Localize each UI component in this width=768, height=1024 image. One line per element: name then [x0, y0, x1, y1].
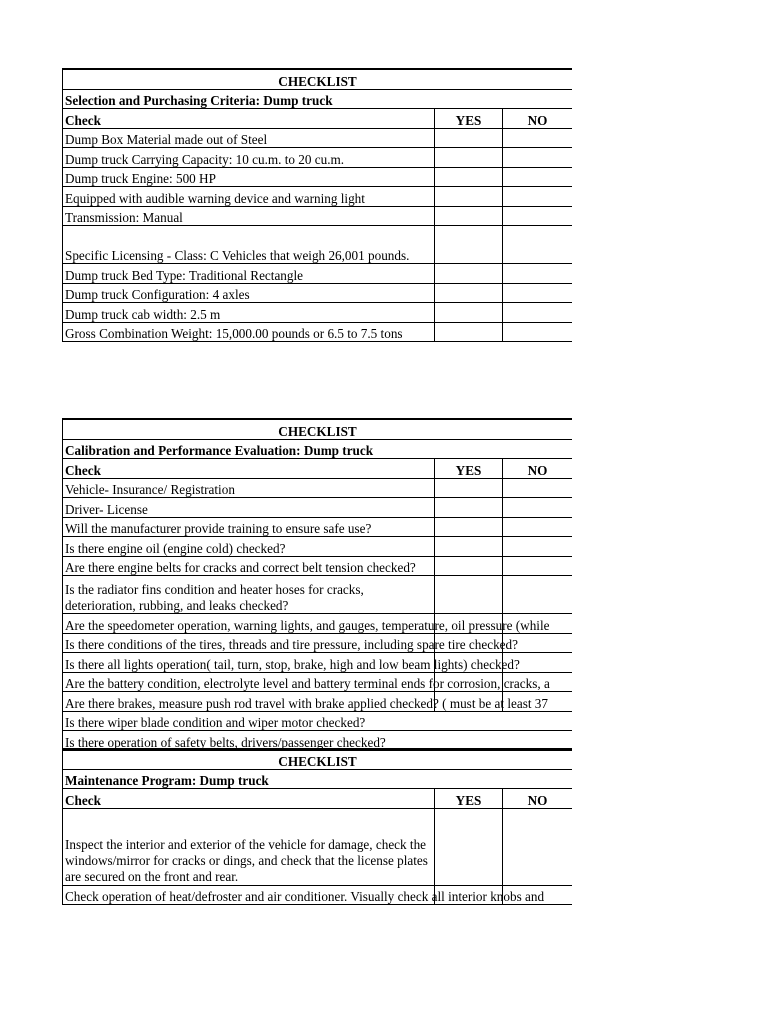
- yes-cell[interactable]: [435, 322, 503, 342]
- table-subheading: Maintenance Program: Dump truck: [63, 769, 573, 789]
- table-heading: CHECKLIST: [63, 749, 573, 769]
- check-item: Is the radiator fins condition and heater hoses for cracks, deterioration, rubbing, and leaks checked?: [63, 576, 435, 614]
- yes-cell[interactable]: [435, 226, 503, 264]
- no-cell[interactable]: [503, 128, 573, 148]
- check-item: [63, 885, 545, 905]
- check-item-text: Is there all lights operation( tail, turn, stop, brake, high and low beam lights) checked?: [65, 656, 520, 672]
- no-cell[interactable]: [503, 808, 573, 885]
- yes-cell[interactable]: [435, 187, 503, 207]
- check-item: Transmission: Manual: [63, 206, 435, 226]
- column-header-yes: YES: [435, 459, 503, 479]
- yes-cell[interactable]: [435, 478, 503, 498]
- check-item: [63, 614, 550, 634]
- check-item: Dump truck Carrying Capacity: 10 cu.m. to 20 cu.m.: [63, 148, 435, 168]
- table-subheading: Selection and Purchasing Criteria: Dump truck: [63, 89, 573, 109]
- check-item-text: Are the speedometer operation, warning lights, and gauges, temperature, oil pressure (while: [65, 617, 550, 633]
- column-header-check: Check: [63, 109, 435, 129]
- no-cell[interactable]: [503, 167, 573, 187]
- check-item: Equipped with audible warning device and warning light: [63, 187, 435, 207]
- check-item: Specific Licensing - Class: C Vehicles that weigh 26,001 pounds.: [63, 226, 435, 264]
- check-item: Dump truck Configuration: 4 axles: [63, 283, 435, 303]
- check-item: Dump Box Material made out of Steel: [63, 128, 435, 148]
- no-cell[interactable]: [503, 187, 573, 207]
- table-heading: CHECKLIST: [63, 69, 573, 89]
- table-heading: CHECKLIST: [63, 419, 573, 439]
- check-item: Are there engine belts for cracks and correct belt tension checked?: [63, 556, 435, 576]
- no-cell[interactable]: [503, 226, 573, 264]
- no-cell[interactable]: [503, 206, 573, 226]
- check-item: Dump truck cab width: 2.5 m: [63, 303, 435, 323]
- no-cell[interactable]: [503, 322, 573, 342]
- check-item-text: Are there brakes, measure push rod travel with brake applied checked? ( must be at least 37: [65, 695, 548, 711]
- yes-cell[interactable]: [435, 576, 503, 614]
- yes-cell[interactable]: [435, 537, 503, 557]
- check-item: [63, 633, 518, 653]
- check-item: Is there engine oil (engine cold) checked?: [63, 537, 435, 557]
- no-cell[interactable]: [503, 556, 573, 576]
- column-header-check: Check: [63, 459, 435, 479]
- yes-cell[interactable]: [435, 808, 503, 885]
- yes-cell[interactable]: [435, 148, 503, 168]
- check-item: [63, 653, 520, 673]
- yes-cell[interactable]: [435, 167, 503, 187]
- check-item: Will the manufacturer provide training to ensure safe use?: [63, 517, 435, 537]
- check-item-text: Are the battery condition, electrolyte level and battery terminal ends for corrosion, cracks, a: [65, 676, 550, 691]
- no-cell[interactable]: [503, 537, 573, 557]
- no-cell[interactable]: [503, 498, 573, 518]
- yes-cell[interactable]: [435, 283, 503, 303]
- check-item-text: Check operation of heat/defroster and air conditioner. Visually check all interior knobs and: [65, 889, 545, 904]
- no-cell[interactable]: [503, 517, 573, 537]
- yes-cell[interactable]: [435, 303, 503, 323]
- column-header-check: Check: [63, 789, 435, 809]
- column-header-no: NO: [503, 789, 573, 809]
- check-item: Is there operation of safety belts, drivers/passenger checked?: [63, 731, 573, 751]
- check-item: Vehicle- Insurance/ Registration: [63, 478, 435, 498]
- no-cell[interactable]: [503, 264, 573, 284]
- no-cell[interactable]: [503, 283, 573, 303]
- no-cell[interactable]: [503, 303, 573, 323]
- check-item: Dump truck Engine: 500 HP: [63, 167, 435, 187]
- check-item: Dump truck Bed Type: Traditional Rectangle: [63, 264, 435, 284]
- no-cell[interactable]: [503, 148, 573, 168]
- check-item: Inspect the interior and exterior of the vehicle for damage, check the windows/mirror for cracks or dings, and check that the license plates are secured on the front and rear.: [63, 808, 435, 885]
- check-item-text: Is there conditions of the tires, threads and tire pressure, including spare tire checked?: [65, 637, 518, 652]
- column-header-yes: YES: [435, 109, 503, 129]
- yes-cell[interactable]: [435, 264, 503, 284]
- table-subheading: Calibration and Performance Evaluation: Dump truck: [63, 439, 573, 459]
- column-header-no: NO: [503, 109, 573, 129]
- yes-cell[interactable]: [435, 498, 503, 518]
- check-item: [63, 692, 548, 712]
- yes-cell[interactable]: [435, 128, 503, 148]
- check-item: Is there wiper blade condition and wiper motor checked?: [63, 711, 573, 731]
- checklist-selection-purchasing: [62, 68, 572, 342]
- yes-cell[interactable]: [435, 206, 503, 226]
- column-header-no: NO: [503, 459, 573, 479]
- checklist-calibration-performance: [62, 418, 572, 751]
- no-cell[interactable]: [503, 576, 573, 614]
- no-cell[interactable]: [503, 478, 573, 498]
- column-header-yes: YES: [435, 789, 503, 809]
- yes-cell[interactable]: [435, 556, 503, 576]
- checklist-maintenance-program: [62, 748, 572, 905]
- check-item: Driver- License: [63, 498, 435, 518]
- check-item: Gross Combination Weight: 15,000.00 pounds or 6.5 to 7.5 tons: [63, 322, 435, 342]
- check-item: [63, 672, 550, 692]
- yes-cell[interactable]: [435, 517, 503, 537]
